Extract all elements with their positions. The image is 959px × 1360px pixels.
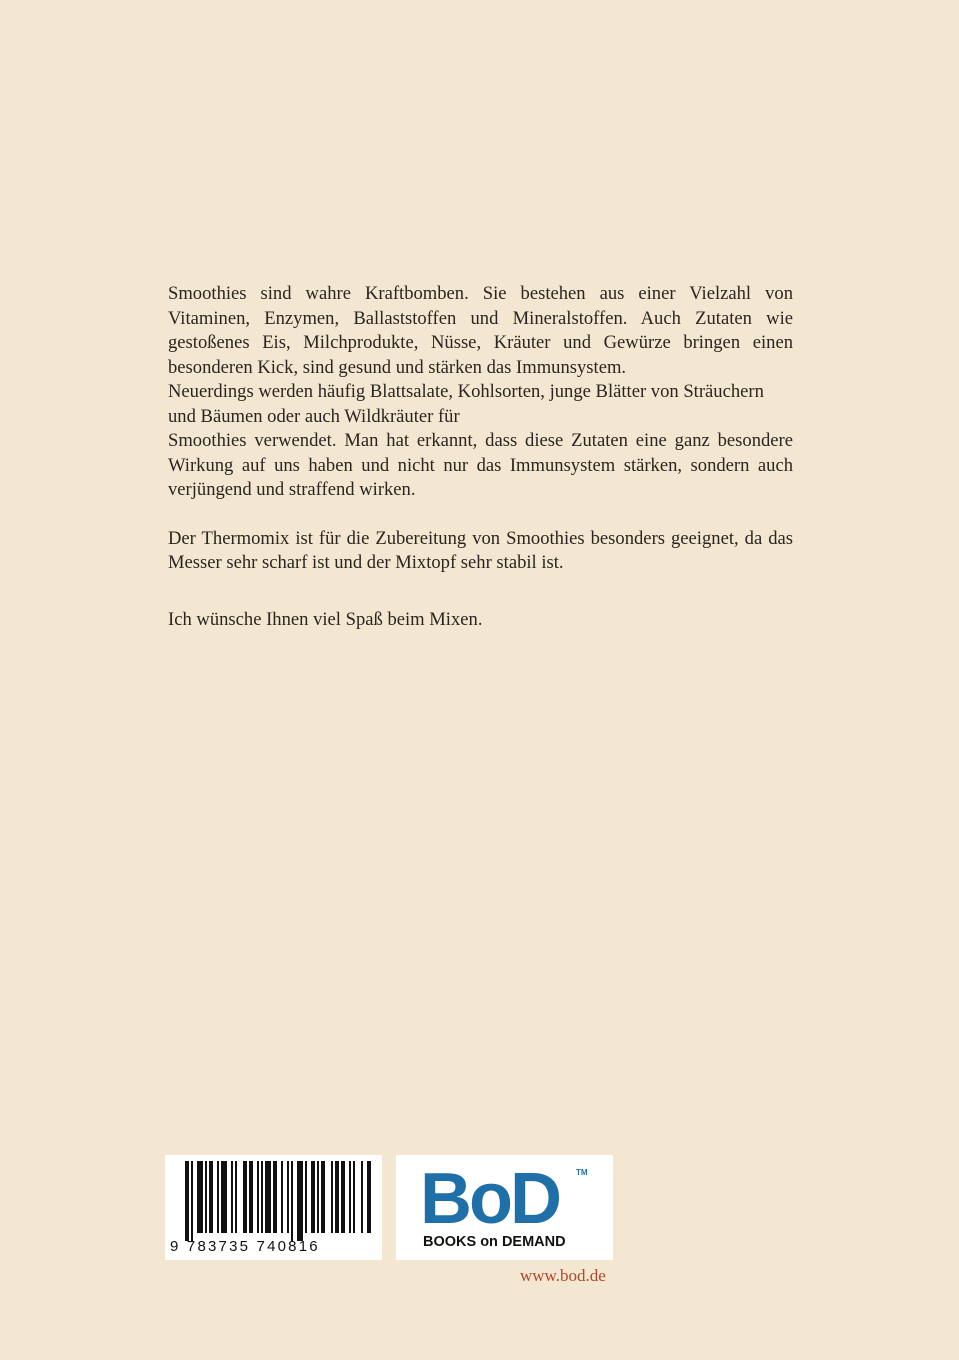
- barcode-bar: [281, 1161, 283, 1233]
- publisher-tagline: BOOKS on DEMAND: [423, 1234, 566, 1250]
- paragraph-thermomix: Der Thermomix ist für die Zubereitung von Smoothies besonders geeignet, da das Messer sehr scharf ist und der Mixtopf sehr stabil ist.: [168, 527, 793, 573]
- barcode-bar: [205, 1161, 207, 1233]
- barcode-bar: [367, 1161, 371, 1233]
- barcode-bar: [361, 1161, 363, 1233]
- barcode-bar: [349, 1161, 351, 1233]
- barcode-bar: [231, 1161, 233, 1233]
- isbn-number: 9 783735 740816: [170, 1238, 320, 1255]
- barcode-bar: [335, 1161, 339, 1233]
- publisher-logo-box: [396, 1155, 613, 1260]
- barcode-bar: [257, 1161, 259, 1233]
- paragraph-spacer: [168, 576, 793, 608]
- barcode-bar: [291, 1161, 293, 1241]
- barcode-bar: [341, 1161, 345, 1233]
- barcode-bar: [317, 1161, 319, 1233]
- barcode-bar: [185, 1161, 189, 1241]
- barcode-bar: [217, 1161, 219, 1233]
- back-cover-blurb: [168, 282, 793, 632]
- paragraph-intro: Smoothies sind wahre Kraftbomben. Sie bestehen aus einer Vielzahl von Vitaminen, Enzymen, Ballaststoffen und Mineralstoffen. Auch Zutaten wie gestoßenes Eis, Milchprodukte, Nüsse, Kräuter und Gewürze bringen einen besonderen Kick, sind gesund und stärken das Immunsystem.: [168, 283, 793, 378]
- barcode-bar: [265, 1161, 271, 1233]
- barcode-bar: [249, 1161, 253, 1233]
- barcode-bar: [305, 1161, 307, 1233]
- paragraph-closing: Ich wünsche Ihnen viel Spaß beim Mixen.: [168, 608, 483, 630]
- barcode-bar: [197, 1161, 203, 1233]
- paragraph-effect: Smoothies verwendet. Man hat erkannt, dass diese Zutaten eine ganz besondere Wirkung auf uns haben und nicht nur das Immunsystem stärken, sondern auch verjüngend und straffend wirken.: [168, 430, 793, 500]
- barcode-bar: [243, 1161, 247, 1233]
- barcode-bar: [287, 1161, 289, 1233]
- isbn-barcode: [165, 1155, 382, 1260]
- paragraph-spacer: [168, 503, 793, 527]
- publisher-website: www.bod.de: [520, 1266, 606, 1285]
- paragraph-greens: Neuerdings werden häufig Blattsalate, Kohlsorten, junge Blätter von Sträuchern und Bäumen oder auch Wildkräuter für: [168, 381, 764, 427]
- barcode-bars: [165, 1155, 382, 1241]
- barcode-bar: [273, 1161, 277, 1233]
- barcode-bar: [353, 1161, 355, 1233]
- barcode-bar: [321, 1161, 325, 1233]
- barcode-bar: [191, 1161, 193, 1241]
- trademark-mark: TM: [576, 1168, 588, 1177]
- barcode-bar: [331, 1161, 333, 1233]
- barcode-bar: [311, 1161, 315, 1233]
- barcode-bar: [235, 1161, 237, 1233]
- barcode-bar: [261, 1161, 263, 1233]
- publisher-logo: BoD: [420, 1159, 559, 1239]
- barcode-bar: [297, 1161, 303, 1241]
- barcode-bar: [209, 1161, 213, 1233]
- barcode-bar: [221, 1161, 227, 1233]
